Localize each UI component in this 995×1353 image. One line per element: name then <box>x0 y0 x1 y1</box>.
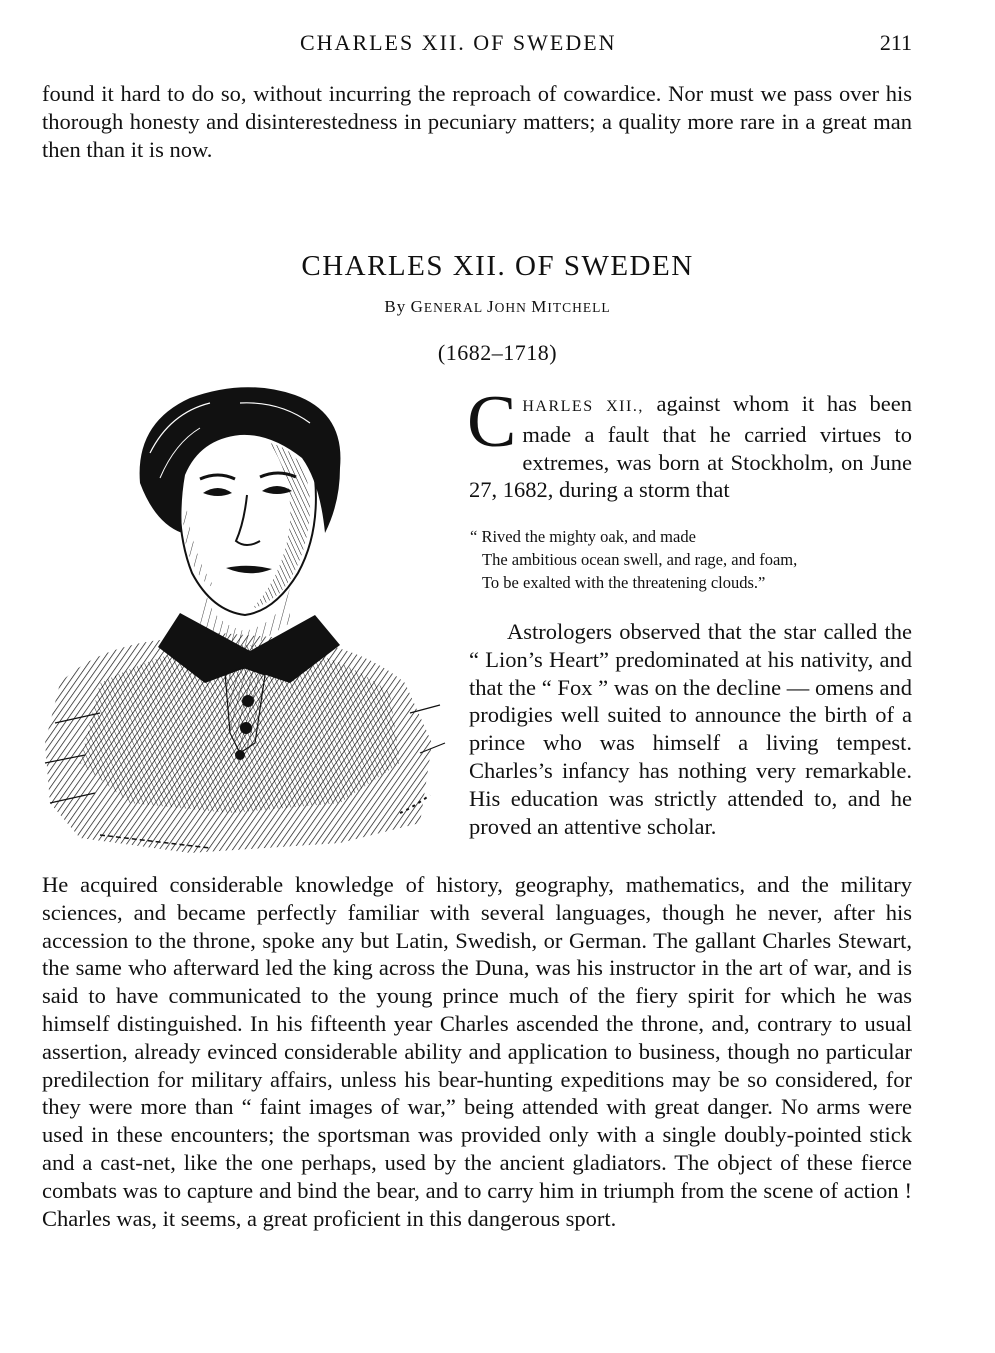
opening-text: against whom it has been made a fault that he carried virtues to extremes, was born at Stockholm, on June 27, 1682, during a storm that <box>469 391 913 503</box>
byline-g: G <box>410 297 424 316</box>
page-number: 211 <box>879 30 912 55</box>
opening-smallcaps: HARLES XII., <box>522 398 644 415</box>
quote-line-1: “ Rived the mighty oak, and made <box>470 527 696 546</box>
byline <box>0 297 995 317</box>
intro-paragraph: found it hard to do so, without incurring the reproach of cowardice. Nor must we pass over his thorough honesty and disinterestedness in pecuniary matters; a quality more rare in a great man then than it is now. <box>42 81 912 162</box>
running-title: CHARLES XII. OF SWEDEN <box>300 30 617 55</box>
portrait-illustration <box>40 383 450 863</box>
second-paragraph-part1: Astrologers observed that the star called the “ Lion’s Heart” predominated at his nativity, and that the “ Fox ” was on the decline — omens and prodigies well suited to announce the birth of a prince who was himself a living tempest. Charles’s infancy has nothing very remarkable. His education was strictly attended to, and he proved an attentive scholar. <box>469 619 912 839</box>
running-head <box>42 30 912 60</box>
drop-cap: C <box>467 381 517 463</box>
article-title: CHARLES XII. OF SWEDEN <box>301 250 694 282</box>
quote-line-2: The ambitious ocean swell, and rage, and foam, <box>482 550 798 569</box>
second-paragraph-part2: He acquired considerable knowledge of history, geography, mathematics, and the military sciences, and became perfectly familiar with several languages, though he never, after his accession to the throne, spoke any but Latin, Swedish, or German. The gallant Charles Stewart, the same who afterward led the king across the Duna, was his instructor in the art of war, and is said to have communicated to the young prince much of the fiery spirit for which he was himself distinguished. In his fifteenth year Charles ascended the throne, and, contrary to usual assertion, already evinced considerable ability and application to business, though no particular predilection for military affairs, unless his bear-hunting expeditions may be so considered, for they were more than “ faint images of war,” being attended with great danger. No arms were used in these encounters; the sportsman was provided only with a single doubly-pointed stick and a cast-net, like the one perhaps, used by the ancient gladiators. The object of these fierce combats was to capture and bind the bear, and to carry him in triumph from the scene of action ! Charles was, it seems, a great proficient in this dangerous sport. <box>42 872 912 1231</box>
byline-ohn: OHN <box>494 300 527 315</box>
verse-quote <box>470 525 915 594</box>
opening-paragraph <box>467 381 913 504</box>
life-dates: (1682–1718) <box>437 340 558 365</box>
byline-by: By <box>384 297 407 316</box>
byline-itchell: ITCHELL <box>547 300 611 315</box>
byline-j: J <box>487 297 495 316</box>
byline-m: M <box>531 297 548 316</box>
quote-line-3: To be exalted with the threatening clouds.” <box>482 573 766 592</box>
byline-eneral: ENERAL <box>423 300 483 315</box>
